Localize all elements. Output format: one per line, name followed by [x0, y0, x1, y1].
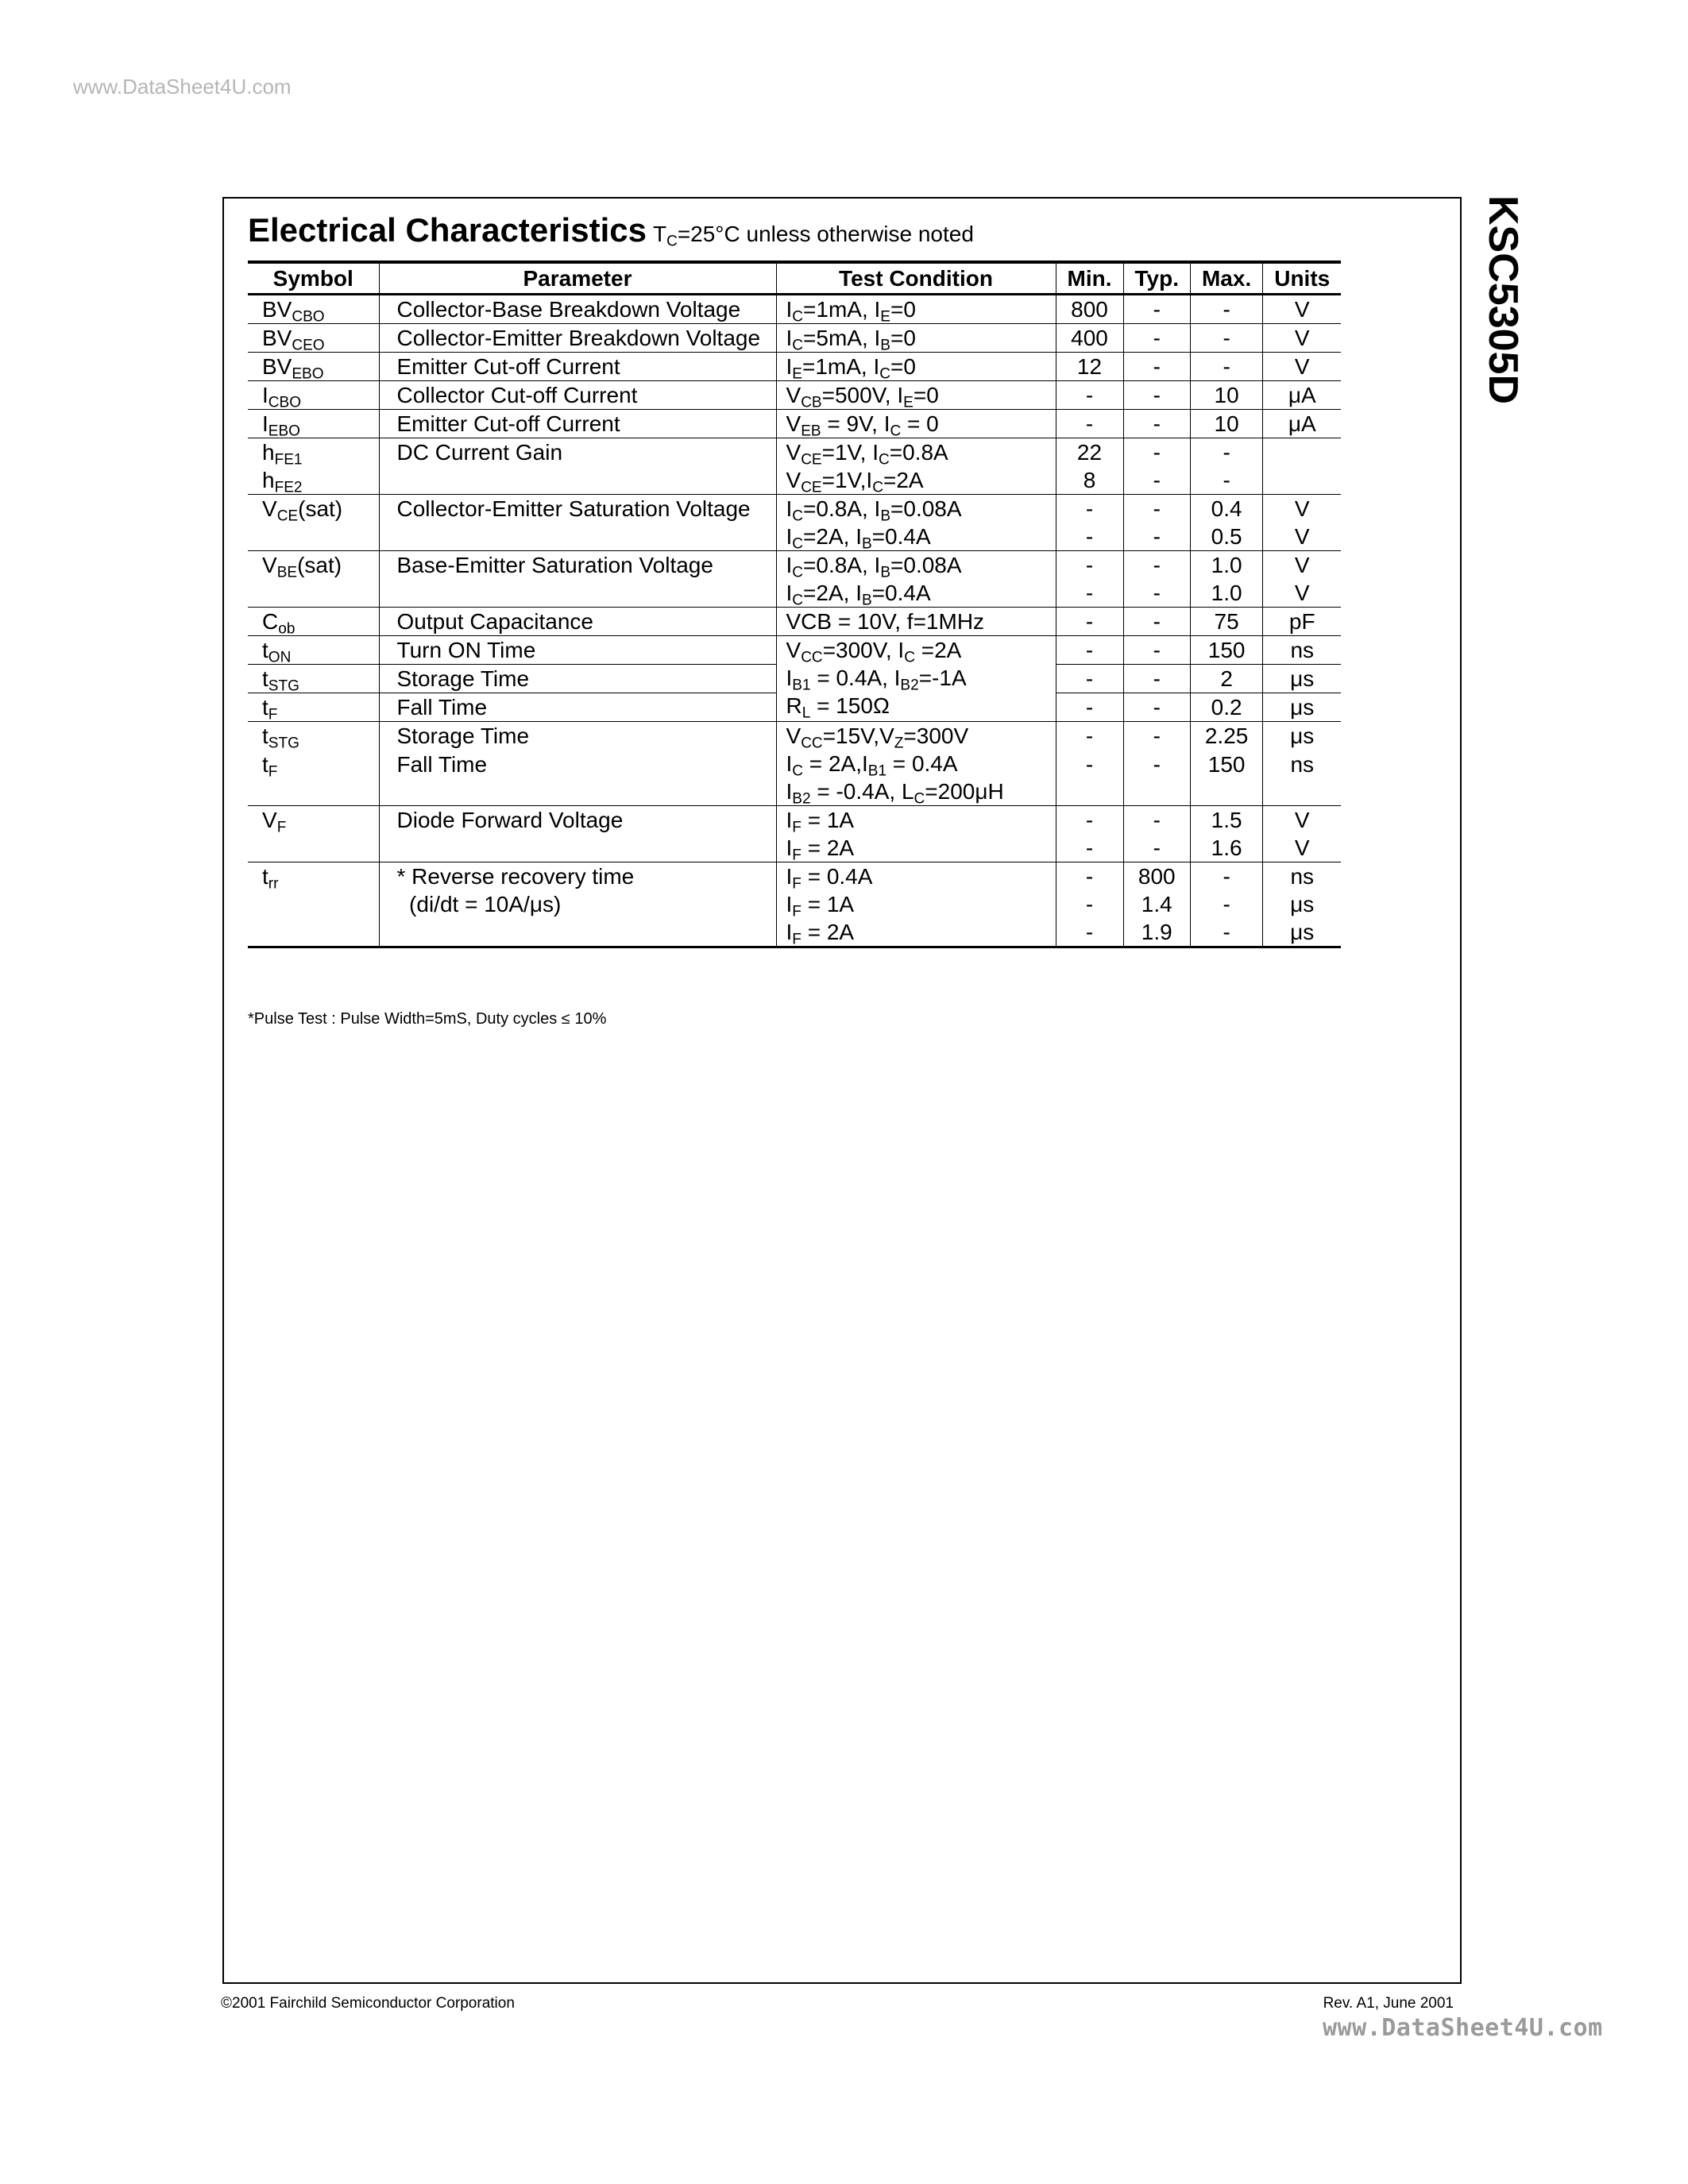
cell-parameter: Collector-Emitter Breakdown Voltage — [379, 324, 776, 353]
cell-parameter: Output Capacitance — [379, 608, 776, 636]
cell-min: - — [1056, 693, 1123, 722]
cell-condition: $I_C=5mA$, $I_B=0$ — [776, 324, 1056, 353]
revision-footer: Rev. A1, June 2001 — [1323, 1995, 1454, 2012]
cell-symbol: $t_F$ — [248, 693, 379, 722]
cell-symbol: $V_F$ — [248, 806, 379, 862]
cell-max: 1.5 1.6 — [1190, 806, 1262, 862]
cell-symbol: $t_{rr}$ — [248, 862, 379, 947]
cell-min: - - - — [1056, 862, 1123, 947]
cell-parameter: Fall Time — [379, 693, 776, 722]
cell-symbol: $I_{EBO}$ — [248, 410, 379, 438]
part-number-side-title — [1466, 195, 1530, 405]
cell-symbol: $C_{ob}$ — [248, 608, 379, 636]
table-row — [248, 551, 1341, 608]
table-row — [248, 438, 1341, 495]
cell-units: V — [1263, 295, 1342, 324]
cell-condition-shared: $V_{CC}=15V,V_Z=300V$ $I_C = 2A,I_{B1} = 0.4A$ $I_{B2} = -0.4A$, $L_C=200\mu H$ — [776, 722, 1056, 806]
cell-condition: $I_C=1mA$, $I_E=0$ — [776, 295, 1056, 324]
table-header-row — [248, 262, 1341, 295]
cell-max: 2 — [1190, 665, 1262, 693]
cell-max: 150 — [1190, 636, 1262, 665]
cell-max: 10 — [1190, 381, 1262, 410]
cell-parameter: Emitter Cut-off Current — [379, 353, 776, 381]
cell-symbol: $BV_{EBO}$ — [248, 353, 379, 381]
cell-condition: $I_C=0.8A$, $I_B=0.08A$ $I_C=2A$, $I_B=0.4A$ — [776, 495, 1056, 551]
cell-typ: - — [1123, 353, 1190, 381]
cell-units: V — [1263, 353, 1342, 381]
cell-symbol: $t_{ON}$ — [248, 636, 379, 665]
cell-symbol: $V_{CE}(sat)$ — [248, 495, 379, 551]
cell-parameter: Base-Emitter Saturation Voltage — [379, 551, 776, 608]
cell-typ: - - — [1123, 551, 1190, 608]
cell-typ: - — [1123, 636, 1190, 665]
cell-condition: $I_E=1mA$, $I_C=0$ — [776, 353, 1056, 381]
cell-typ: - - — [1123, 806, 1190, 862]
cell-typ: - — [1123, 608, 1190, 636]
column-header-test-condition: Test Condition — [776, 262, 1056, 295]
part-number: KSC5305D — [1480, 195, 1526, 405]
cell-min: 22 8 — [1056, 438, 1123, 495]
cell-symbol: $I_{CBO}$ — [248, 381, 379, 410]
cell-parameter: Collector Cut-off Current — [379, 381, 776, 410]
cell-units: ns — [1263, 636, 1342, 665]
cell-max: 0.2 — [1190, 693, 1262, 722]
cell-units: ns — [1263, 751, 1342, 806]
cell-units: pF — [1263, 608, 1342, 636]
cell-units: V V — [1263, 551, 1342, 608]
cell-parameter: Emitter Cut-off Current — [379, 410, 776, 438]
cell-units: μs — [1263, 722, 1342, 751]
cell-max: 2.25 — [1190, 722, 1262, 751]
watermark-top: www.DataSheet4U.com — [73, 75, 292, 98]
cell-condition-shared: $V_{CC}=300V$, $I_C =2A$ $I_{B1} = 0.4A$, $I_{B2}=-1A$ $R_L = 150\Omega$ — [776, 636, 1056, 722]
table-row — [248, 862, 1341, 947]
cell-units: μs — [1263, 665, 1342, 693]
cell-typ: 800 1.4 1.9 — [1123, 862, 1190, 947]
cell-min: - — [1056, 665, 1123, 693]
cell-units: ns μs μs — [1263, 862, 1342, 947]
cell-max: 10 — [1190, 410, 1262, 438]
cell-typ: - — [1123, 295, 1190, 324]
cell-typ: - — [1123, 665, 1190, 693]
cell-min: - - — [1056, 495, 1123, 551]
cell-min: 400 — [1056, 324, 1123, 353]
cell-condition: $V_{CB}=500V$, $I_E=0$ — [776, 381, 1056, 410]
cell-symbol: $t_{STG}$ — [248, 722, 379, 751]
cell-symbol: $BV_{CEO}$ — [248, 324, 379, 353]
table-row — [248, 608, 1341, 636]
cell-parameter: * Reverse recovery time (di/dt = 10A/μs) — [379, 862, 776, 947]
cell-max: - — [1190, 324, 1262, 353]
cell-condition: $I_F = 1A$ $I_F = 2A$ — [776, 806, 1056, 862]
electrical-characteristics-table — [248, 260, 1341, 948]
cell-typ: - — [1123, 324, 1190, 353]
cell-symbol: $t_{STG}$ — [248, 665, 379, 693]
cell-condition: $V_{CE}=1V$, $I_C=0.8A$ $V_{CE}=1V,I_C=2A$ — [776, 438, 1056, 495]
copyright-footer: ©2001 Fairchild Semiconductor Corporation — [221, 1995, 515, 2012]
cell-symbol: $h_{FE1}$ $h_{FE2}$ — [248, 438, 379, 495]
cell-min: - — [1056, 636, 1123, 665]
table-row — [248, 295, 1341, 324]
table-row — [248, 381, 1341, 410]
cell-parameter: Collector-Emitter Saturation Voltage — [379, 495, 776, 551]
cell-parameter: Storage Time — [379, 722, 776, 751]
cell-condition: $I_C=0.8A$, $I_B=0.08A$ $I_C=2A$, $I_B=0.4A$ — [776, 551, 1056, 608]
cell-parameter: DC Current Gain — [379, 438, 776, 495]
cell-units: μs — [1263, 693, 1342, 722]
cell-units — [1263, 438, 1342, 495]
table-row — [248, 495, 1341, 551]
cell-typ: - - — [1123, 495, 1190, 551]
cell-typ: - — [1123, 722, 1190, 751]
cell-min: - — [1056, 410, 1123, 438]
cell-symbol: $BV_{CBO}$ — [248, 295, 379, 324]
cell-typ: - - — [1123, 438, 1190, 495]
table-row — [248, 324, 1341, 353]
cell-max: - — [1190, 295, 1262, 324]
cell-max: 150 — [1190, 751, 1262, 806]
cell-typ: - — [1123, 410, 1190, 438]
cell-min: 800 — [1056, 295, 1123, 324]
cell-min: 12 — [1056, 353, 1123, 381]
column-header-typ: Typ. — [1123, 262, 1190, 295]
cell-units: μA — [1263, 381, 1342, 410]
cell-units: μA — [1263, 410, 1342, 438]
section-heading — [248, 211, 974, 249]
cell-units: V — [1263, 324, 1342, 353]
cell-min: - - — [1056, 806, 1123, 862]
cell-typ: - — [1123, 751, 1190, 806]
cell-max: - — [1190, 353, 1262, 381]
cell-condition: $I_F = 0.4A$ $I_F = 1A$ $I_F = 2A$ — [776, 862, 1056, 947]
column-header-parameter: Parameter — [379, 262, 776, 295]
cell-max: 75 — [1190, 608, 1262, 636]
column-header-min: Min. — [1056, 262, 1123, 295]
cell-max: 1.0 1.0 — [1190, 551, 1262, 608]
cell-parameter: Storage Time — [379, 665, 776, 693]
cell-condition: VCB = 10V, f=1MHz — [776, 608, 1056, 636]
cell-parameter: Diode Forward Voltage — [379, 806, 776, 862]
cell-typ: - — [1123, 693, 1190, 722]
cell-units: V V — [1263, 806, 1342, 862]
column-header-symbol: Symbol — [248, 262, 379, 295]
heading-title: Electrical Characteristics — [248, 211, 647, 249]
watermark-bottom: www.DataSheet4U.com — [1323, 2014, 1603, 2042]
cell-min: - — [1056, 722, 1123, 751]
cell-parameter: Fall Time — [379, 751, 776, 806]
cell-min: - - — [1056, 551, 1123, 608]
cell-units: V V — [1263, 495, 1342, 551]
table-row — [248, 353, 1341, 381]
heading-condition: $T_C=25^\circ C$ unless otherwise noted — [652, 222, 974, 250]
table-row — [248, 410, 1341, 438]
cell-symbol: $V_{BE}(sat)$ — [248, 551, 379, 608]
pulse-test-footnote: *Pulse Test : Pulse Width=5mS, Duty cycles ≤ 10% — [248, 1010, 607, 1028]
cell-min: - — [1056, 608, 1123, 636]
cell-min: - — [1056, 381, 1123, 410]
table-row — [248, 806, 1341, 862]
cell-parameter: Collector-Base Breakdown Voltage — [379, 295, 776, 324]
table-row — [248, 722, 1341, 751]
cell-symbol: $t_F$ — [248, 751, 379, 806]
column-header-max: Max. — [1190, 262, 1262, 295]
table-row — [248, 636, 1341, 665]
cell-max: 0.4 0.5 — [1190, 495, 1262, 551]
column-header-units: Units — [1263, 262, 1342, 295]
cell-min: - — [1056, 751, 1123, 806]
cell-parameter: Turn ON Time — [379, 636, 776, 665]
cell-max: - - — [1190, 438, 1262, 495]
cell-typ: - — [1123, 381, 1190, 410]
cell-condition: $V_{EB} = 9V$, $I_C = 0$ — [776, 410, 1056, 438]
cell-max: - - - — [1190, 862, 1262, 947]
